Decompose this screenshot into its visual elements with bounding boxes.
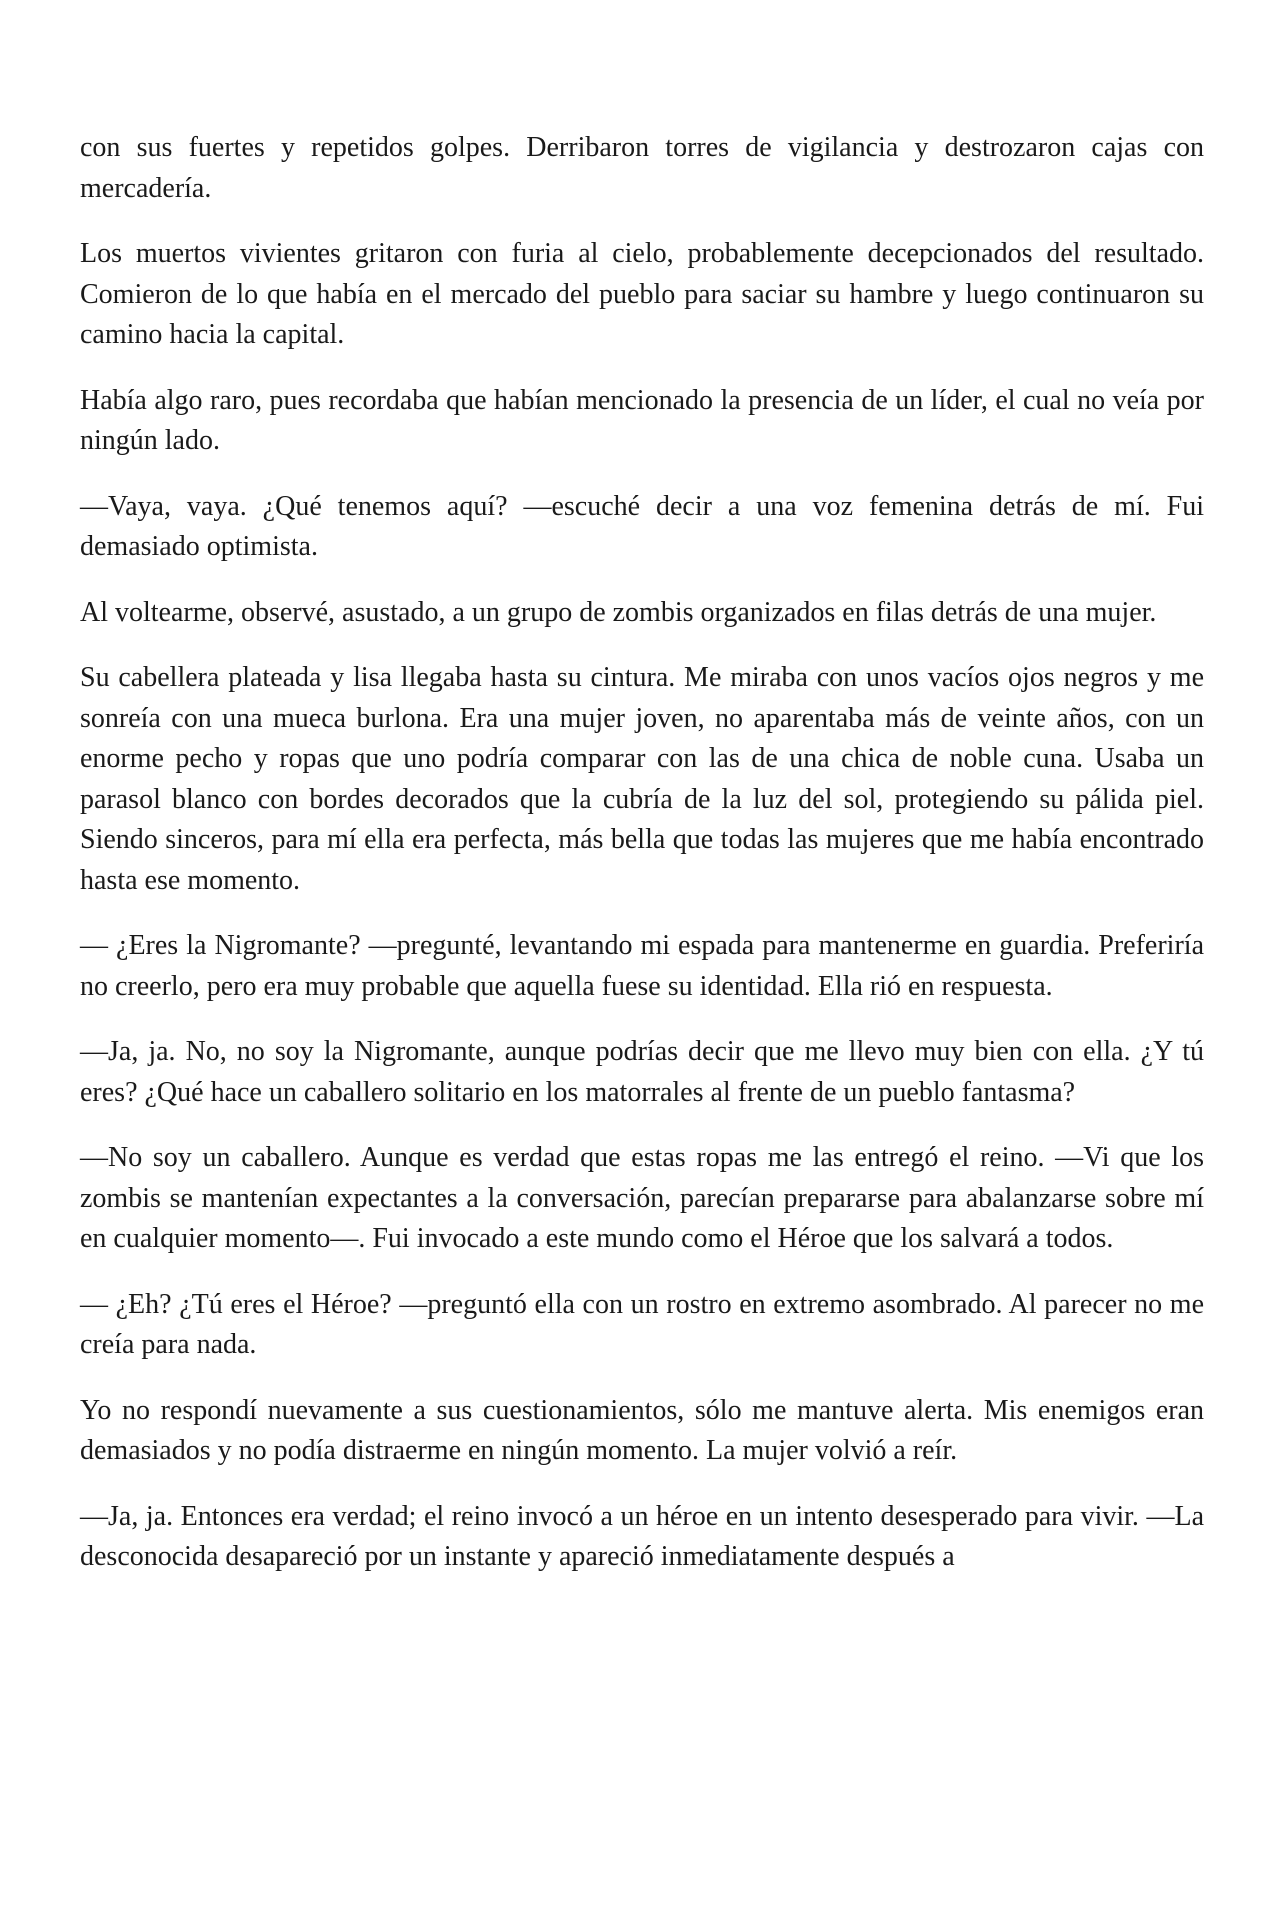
paragraph: —No soy un caballero. Aunque es verdad que estas ropas me las entregó el reino. —Vi que los zombis se mantenían expectantes a la conversación, parecían prepararse para abalanzarse sobre mí en cualquier momento—. Fui invocado a este mundo como el Héroe que los salvará a todos. <box>80 1142 1204 1254</box>
paragraph: Yo no respondí nuevamente a sus cuestionamientos, sólo me mantuve alerta. Mis enemigos eran demasiados y no podía distraerme en ningún momento. La mujer volvió a reír. <box>80 1394 1204 1466</box>
paragraph: Al voltearme, observé, asustado, a un grupo de zombis organizados en filas detrás de una mujer. <box>80 596 1157 628</box>
paragraph: —Vaya, vaya. ¿Qué tenemos aquí? —escuché decir a una voz femenina detrás de mí. Fui demasiado optimista. <box>80 490 1204 562</box>
paragraph: —Ja, ja. No, no soy la Nigromante, aunque podrías decir que me llevo muy bien con ella. ¿Y tú eres? ¿Qué hace un caballero solitario en los matorrales al frente de un pueblo fantasma? <box>80 1036 1204 1108</box>
paragraph: Su cabellera plateada y lisa llegaba hasta su cintura. Me miraba con unos vacíos ojos negros y me sonreía con una mueca burlona. Era una mujer joven, no aparentaba más de veinte años, con un enorme pecho y ropas que uno podría comparar con las de una chica de noble cuna. Usaba un parasol blanco con bordes decorados que la cubría de la luz del sol, protegiendo su pálida piel. Siendo sinceros, para mí ella era perfecta, más bella que todas las mujeres que me había encontrado hasta ese momento. <box>80 662 1204 896</box>
paragraph: — ¿Eres la Nigromante? —pregunté, levantando mi espada para mantenerme en guardia. Preferiría no creerlo, pero era muy probable que aquella fuese su identidad. Ella rió en respuesta. <box>80 930 1204 1002</box>
body-text <box>80 128 1204 1603</box>
paragraph: Los muertos vivientes gritaron con furia al cielo, probablemente decepcionados del resultado. Comieron de lo que había en el mercado del pueblo para saciar su hambre y luego continuaron su camino hacia la capital. <box>80 238 1204 350</box>
paragraph: — ¿Eh? ¿Tú eres el Héroe? —preguntó ella con un rostro en extremo asombrado. Al parecer no me creía para nada. <box>80 1288 1204 1360</box>
paragraph: con sus fuertes y repetidos golpes. Derribaron torres de vigilancia y destrozaron cajas con mercadería. <box>80 132 1204 204</box>
paragraph: —Ja, ja. Entonces era verdad; el reino invocó a un héroe en un intento desesperado para vivir. —La desconocida desapareció por un instante y apareció inmediatamente después a <box>80 1500 1204 1572</box>
paragraph: Había algo raro, pues recordaba que habían mencionado la presencia de un líder, el cual no veía por ningún lado. <box>80 384 1204 456</box>
